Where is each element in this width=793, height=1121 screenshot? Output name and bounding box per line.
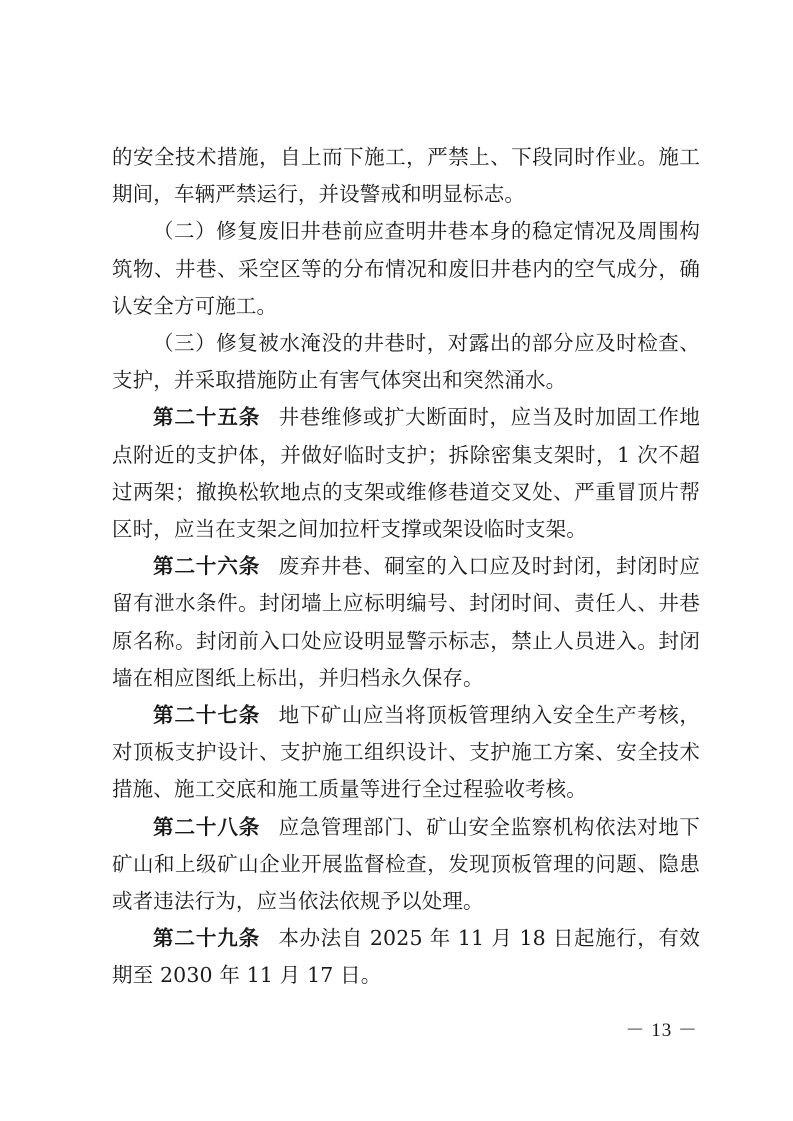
article-27-text: 地下矿山应当将顶板管理纳入安全生产考核，对顶板支护设计、支护施工组织设计、支护施工方案、安全技术措施、施工交底和施工质量等进行全过程验收考核。 — [112, 703, 701, 802]
article-28 — [112, 809, 700, 921]
article-27 — [112, 697, 700, 809]
page-number: － 13 － — [625, 1020, 698, 1041]
article-25-number: 第二十五条 — [153, 405, 261, 430]
paragraph-item-two: （二）修复废旧井巷前应查明井巷本身的稳定情况及周围构筑物、井巷、采空区等的分布情况和废旧井巷内的空气成分，确认安全方可施工。 — [112, 219, 700, 318]
article-29-number: 第二十九条 — [153, 926, 261, 951]
article-29-text: 本办法自 2025 年 11 月 18 日起施行，有效期至 2030 年 11 月 17 日。 — [112, 926, 700, 988]
document-body — [112, 139, 700, 995]
article-26 — [112, 548, 700, 697]
article-28-text: 应急管理部门、矿山安全监察机构依法对地下矿山和上级矿山企业开展监督检查，发现顶板管理的问题、隐患或者违法行为，应当依法依规予以处理。 — [112, 814, 701, 914]
paragraph-continuation: 的安全技术措施，自上而下施工，严禁上、下段同时作业。施工期间，车辆严禁运行，并设警戒和明显标志。 — [112, 145, 700, 207]
article-25-text: 井巷维修或扩大断面时，应当及时加固工作地点附近的支护体，并做好临时支护；拆除密集支架时，1 次不超过两架；撤换松软地点的支架或维修巷道交叉处、严重冒顶片帮区时，应当在支架之间加拉杆支撑或架设临时支架。 — [112, 405, 701, 542]
article-28-number: 第二十八条 — [153, 814, 261, 839]
article-29 — [112, 920, 700, 994]
article-26-text: 废弃井巷、硐室的入口应及时封闭，封闭时应留有泄水条件。封闭墙上应标明编号、封闭时间、责任人、井巷原名称。封闭前入口处应设明显警示标志，禁止人员进入。封闭墙在相应图纸上标出，并归档永久保存。 — [112, 554, 701, 690]
paragraph-item-three: （三）修复被水淹没的井巷时，对露出的部分应及时检查、支护，并采取措施防止有害气体突出和突然涌水。 — [112, 331, 700, 393]
article-27-number: 第二十七条 — [153, 703, 261, 728]
article-26-number: 第二十六条 — [153, 554, 261, 579]
article-25 — [112, 399, 700, 548]
